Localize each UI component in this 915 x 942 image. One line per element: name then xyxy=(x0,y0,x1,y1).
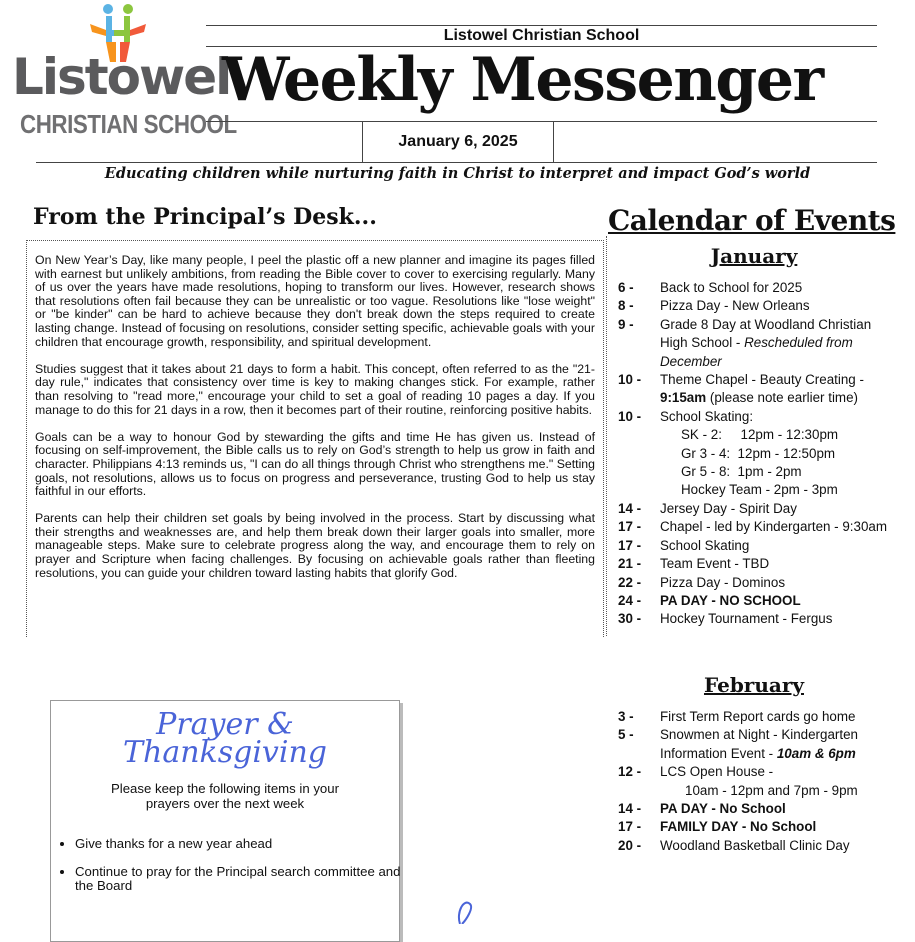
event-row: 12 - LCS Open House - xyxy=(618,764,774,780)
school-name: Listowel Christian School xyxy=(206,25,877,47)
event-row: 17 - School Skating xyxy=(618,537,750,553)
article-paragraph: Goals can be a way to honour God by stewarding the gifts and time He has given us. Instead of focusing on self-improvement, the Bible calls us to rely on God’s strength to help us grow in faith and character. Philippians 4:13 reminds us, "I can do all things through Christ who strengthens me." Setting goals, not resolutions, allows us to focus on progress and perseverance, trusting God to help us stay faithful in our efforts. xyxy=(35,429,595,499)
event-row: 24 - PA DAY - NO SCHOOL xyxy=(618,592,801,608)
principal-heading: From the Principal’s Desk... xyxy=(33,204,377,230)
event-row: 14 - PA DAY - No School xyxy=(618,801,786,817)
prayer-item: • Continue to pray for the Principal search committee and the Board xyxy=(75,865,411,893)
masthead-rule-lower xyxy=(36,162,877,163)
prayer-box xyxy=(50,700,400,942)
logo-wordmark: Listowel xyxy=(12,48,231,106)
january-events xyxy=(618,279,888,629)
event-row: 21 - Team Event - TBD xyxy=(618,556,770,572)
prayer-item: • Give thanks for a new year ahead xyxy=(75,837,411,851)
decorative-swirl-icon xyxy=(452,890,512,924)
logo-subtitle: CHRISTIAN SCHOOL xyxy=(20,109,237,139)
event-row: 30 - Hockey Tournament - Fergus xyxy=(618,611,833,627)
month-january: January xyxy=(710,244,798,268)
event-row: 17 - Chapel - led by Kindergarten - 9:30am xyxy=(618,519,888,535)
event-row: 14 - Jersey Day - Spirit Day xyxy=(618,500,797,516)
tagline: Educating children while nurturing faith in Christ to interpret and impact God’s world xyxy=(104,165,811,182)
event-row: 5 - Snowmen at Night - Kindergarten Information Event - 10am & 6pm xyxy=(618,727,858,761)
event-row: 10 - School Skating: xyxy=(618,408,754,424)
event-row: 10 - Theme Chapel - Beauty Creating - 9:15am (please note earlier time) xyxy=(618,372,864,406)
principal-article xyxy=(35,254,595,594)
open-house-times: 10am - 12pm and 7pm - 9pm xyxy=(685,782,858,798)
skating-slot: Hockey Team - 2pm - 3pm xyxy=(681,482,838,498)
february-events xyxy=(618,708,888,855)
event-row: 17 - FAMILY DAY - No School xyxy=(618,819,817,835)
issue-date: January 6, 2025 xyxy=(362,121,554,162)
skating-slot: Gr 5 - 8: 1pm - 2pm xyxy=(681,464,802,480)
event-row: 9 - Grade 8 Day at Woodland Christian High School - Rescheduled from December xyxy=(618,316,872,369)
newsletter-title: Weekly Messenger xyxy=(222,45,823,115)
skating-slot: SK - 2: 12pm - 12:30pm xyxy=(681,427,839,443)
skating-slot: Gr 3 - 4: 12pm - 12:50pm xyxy=(681,445,836,461)
prayer-intro: Please keep the following items in your prayers over the next week xyxy=(111,781,339,811)
event-row: 20 - Woodland Basketball Clinic Day xyxy=(618,837,850,853)
event-row: 8 - Pizza Day - New Orleans xyxy=(618,298,810,314)
calendar-heading: Calendar of Events xyxy=(608,204,896,237)
article-paragraph: On New Year’s Day, like many people, I peel the plastic off a new planner and imagine its pages filled with earnest but unlikely ambitions, from reading the Bible cover to cover to exercising regularly. Many of us over the years have made resolutions, hoping to transform our lives. However, research shows that resolutions often fail because they can be unrealistic or too vague. Resolutions like "lose weight" or "be kinder" can be hard to achieve because they don't break down the steps required to create lasting change. Instead of focusing on resolutions, consider setting specific, achievable goals with your children that encourage growth, responsibility, and spiritual development. xyxy=(35,253,595,349)
prayer-title: Prayer & Thanksgiving xyxy=(123,707,327,770)
month-february: February xyxy=(703,673,804,697)
calendar-divider xyxy=(606,236,607,636)
prayer-list xyxy=(61,837,411,907)
event-row: 3 - First Term Report cards go home xyxy=(618,709,856,724)
event-row: 6 - Back to School for 2025 xyxy=(618,280,803,295)
article-paragraph: Studies suggest that it takes about 21 days to form a habit. This concept, often referred to as the "21-day rule," indicates that consistency over time is key to making changes stick. For example, rather than resolving to "read more," encourage your child to set a goal of reading 10 pages a day. If you manage to do this for 21 days in a row, then it becomes part of their routine, reinforcing positive habits. xyxy=(35,361,595,417)
event-row: 22 - Pizza Day - Dominos xyxy=(618,574,786,590)
article-paragraph: Parents can help their children set goals by being involved in the process. Start by discussing what their strengths and weaknesses are, and help them break down their larger goals into smaller, more manageable steps. Make sure to celebrate progress along the way, and encourage them to rely on prayer and Scripture when facing challenges. By focusing on achievable goals rather than fleeting resolutions, you can guide your children toward lasting habits that glorify God. xyxy=(35,511,595,580)
